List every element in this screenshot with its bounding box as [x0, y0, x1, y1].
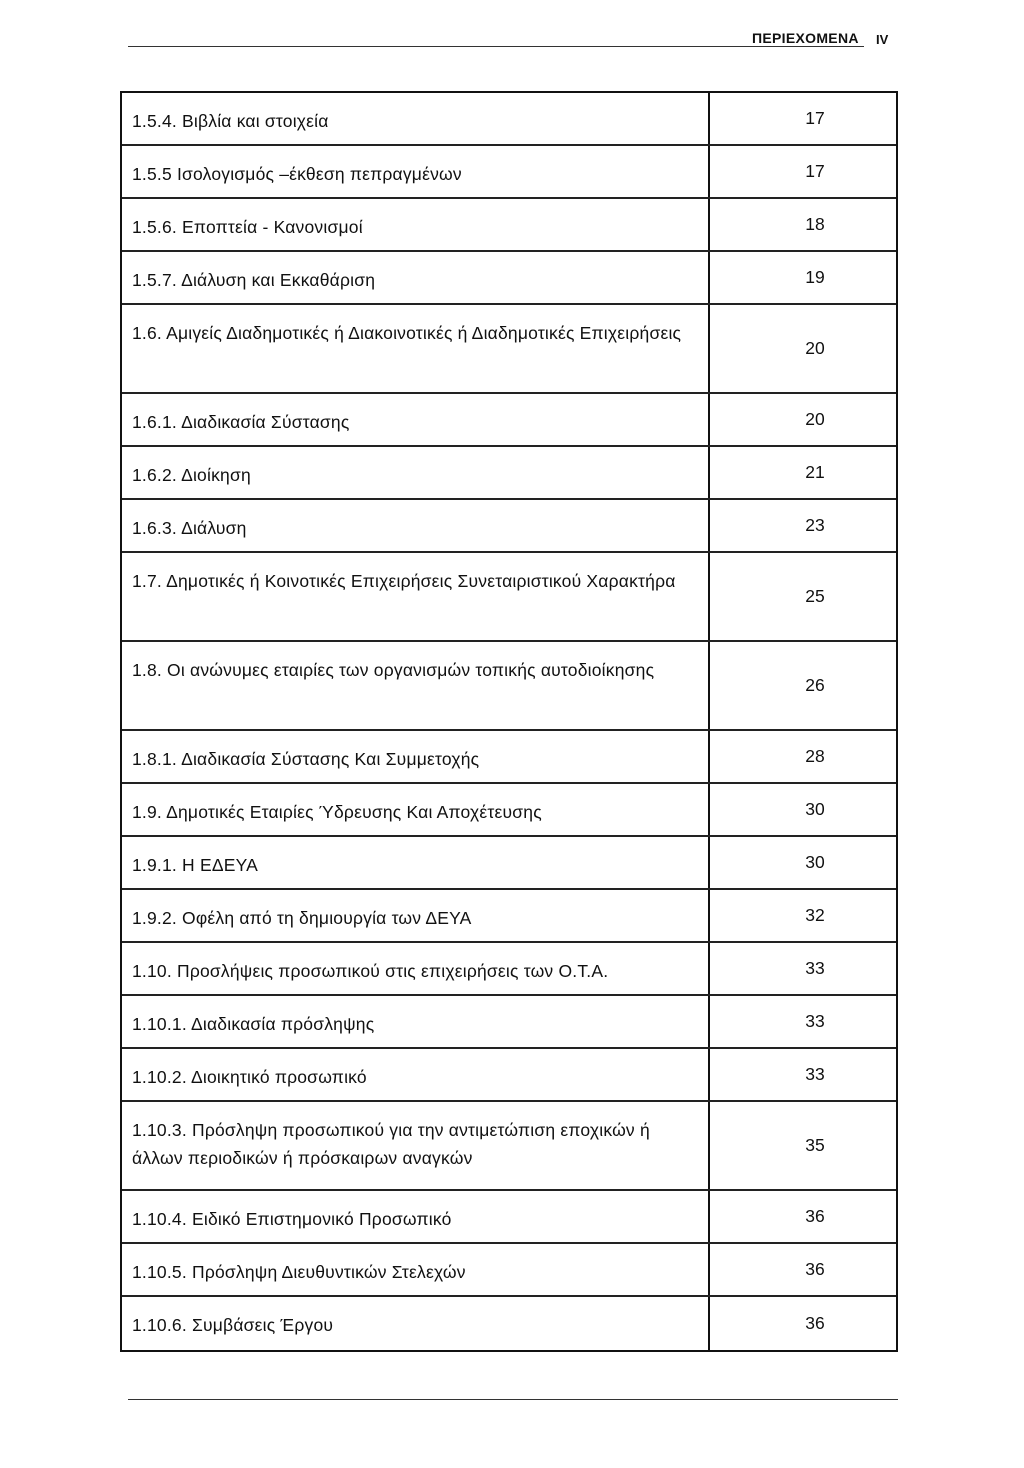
- toc-row: [122, 199, 896, 252]
- toc-entry-page: 23: [805, 515, 825, 535]
- toc-row: [122, 252, 896, 305]
- toc-entry-page: 33: [805, 1011, 825, 1031]
- toc-entry-page: 32: [805, 905, 825, 925]
- toc-table: [120, 91, 898, 1352]
- toc-row: [122, 1191, 896, 1244]
- toc-entry-title: 1.5.6. Εποπτεία - Κανονισμοί: [122, 199, 710, 250]
- header-rule: [128, 46, 864, 47]
- toc-row: [122, 1297, 896, 1350]
- toc-entry-page: 26: [805, 675, 825, 695]
- toc-entry-page: 20: [805, 409, 825, 429]
- toc-row: [122, 996, 896, 1049]
- toc-entry-page: 18: [805, 214, 825, 234]
- toc-entry-page: 36: [805, 1259, 825, 1279]
- toc-entry-title: 1.8.1. Διαδικασία Σύστασης Και Συμμετοχής: [122, 731, 710, 782]
- toc-row: [122, 1102, 896, 1191]
- toc-entry-title: 1.6.1. Διαδικασία Σύστασης: [122, 394, 710, 445]
- toc-row: [122, 146, 896, 199]
- toc-row: [122, 1049, 896, 1102]
- header-page-number: IV: [876, 32, 889, 47]
- toc-entry-title: 1.5.4. Βιβλία και στοιχεία: [122, 93, 710, 144]
- toc-entry-title: 1.6.2. Διοίκηση: [122, 447, 710, 498]
- toc-entry-title: 1.10.2. Διοικητικό προσωπικό: [122, 1049, 710, 1100]
- toc-entry-title: 1.10.3. Πρόσληψη προσωπικού για την αντιμετώπιση εποχικών ή άλλων περιοδικών ή πρόσκαιρων αναγκών: [122, 1102, 710, 1189]
- toc-row: [122, 305, 896, 394]
- toc-entry-title: 1.9. Δημοτικές Εταιρίες Ύδρευσης Και Αποχέτευσης: [122, 784, 710, 835]
- header-title: ΠΕΡΙΕΧΟΜΕΝΑ: [752, 30, 859, 46]
- toc-row: [122, 93, 896, 146]
- toc-entry-page: 28: [805, 746, 825, 766]
- footer-rule: [128, 1399, 898, 1400]
- toc-entry-page: 20: [805, 338, 825, 358]
- toc-entry-page: 21: [805, 462, 825, 482]
- toc-row: [122, 447, 896, 500]
- toc-entry-title: 1.10.4. Ειδικό Επιστημονικό Προσωπικό: [122, 1191, 710, 1242]
- toc-entry-page: 30: [805, 852, 825, 872]
- toc-row: [122, 500, 896, 553]
- toc-row: [122, 890, 896, 943]
- toc-row: [122, 784, 896, 837]
- toc-entry-page: 33: [805, 1064, 825, 1084]
- toc-entry-page: 17: [805, 161, 825, 181]
- toc-entry-title: 1.10. Προσλήψεις προσωπικού στις επιχειρήσεις των Ο.Τ.Α.: [122, 943, 710, 994]
- toc-row: [122, 1244, 896, 1297]
- toc-entry-page: 30: [805, 799, 825, 819]
- toc-entry-title: 1.6.3. Διάλυση: [122, 500, 710, 551]
- toc-entry-title: 1.7. Δημοτικές ή Κοινοτικές Επιχειρήσεις Συνεταιριστικού Χαρακτήρα: [122, 553, 710, 640]
- toc-entry-page: 33: [805, 958, 825, 978]
- toc-entry-title: 1.5.7. Διάλυση και Εκκαθάριση: [122, 252, 710, 303]
- toc-row: [122, 394, 896, 447]
- toc-row: [122, 553, 896, 642]
- toc-entry-title: 1.10.1. Διαδικασία πρόσληψης: [122, 996, 710, 1047]
- toc-entry-page: 25: [805, 586, 825, 606]
- toc-row: [122, 837, 896, 890]
- toc-entry-title: 1.10.6. Συμβάσεις Έργου: [122, 1297, 710, 1350]
- toc-row: [122, 731, 896, 784]
- toc-entry-title: 1.5.5 Ισολογισμός –έκθεση πεπραγμένων: [122, 146, 710, 197]
- toc-entry-title: 1.9.2. Οφέλη από τη δημιουργία των ΔΕΥΑ: [122, 890, 710, 941]
- toc-entry-title: 1.10.5. Πρόσληψη Διευθυντικών Στελεχών: [122, 1244, 710, 1295]
- toc-row: [122, 642, 896, 731]
- toc-entry-page: 19: [805, 267, 825, 287]
- toc-entry-title: 1.9.1. Η ΕΔΕΥΑ: [122, 837, 710, 888]
- toc-entry-title: 1.8. Οι ανώνυμες εταιρίες των οργανισμών τοπικής αυτοδιοίκησης: [122, 642, 710, 729]
- toc-entry-page: 35: [805, 1135, 825, 1155]
- toc-entry-page: 17: [805, 108, 825, 128]
- toc-entry-title: 1.6. Αμιγείς Διαδημοτικές ή Διακοινοτικές ή Διαδημοτικές Επιχειρήσεις: [122, 305, 710, 392]
- page-header: [0, 26, 1024, 46]
- toc-entry-page: 36: [805, 1313, 825, 1333]
- toc-entry-page: 36: [805, 1206, 825, 1226]
- toc-row: [122, 943, 896, 996]
